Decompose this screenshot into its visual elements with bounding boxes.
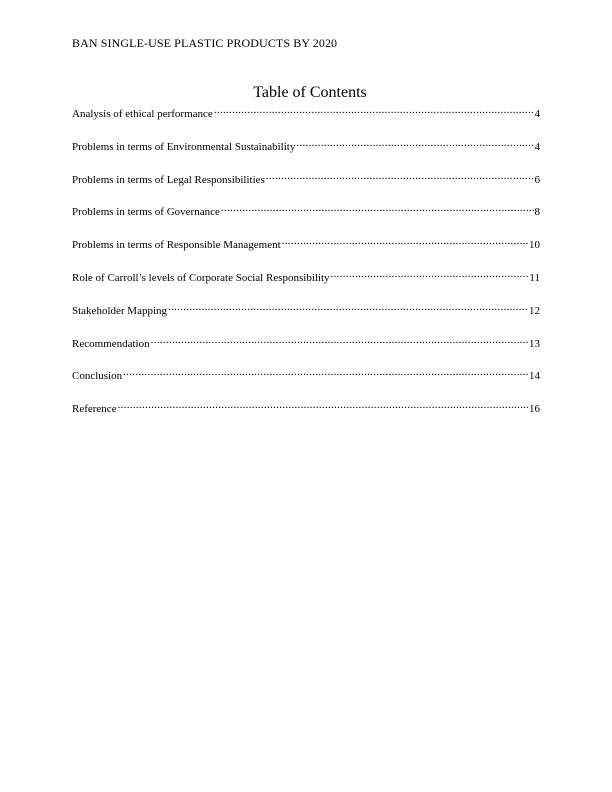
toc-entry-page: 14 bbox=[529, 370, 540, 383]
toc-entry-legal-responsibilities[interactable] bbox=[72, 170, 540, 203]
toc-entry-text: Reference bbox=[72, 403, 117, 416]
toc-entry-text: Analysis of ethical performance bbox=[72, 108, 213, 120]
toc-entry-conclusion[interactable] bbox=[72, 366, 540, 399]
toc-entry-environmental-sustainability[interactable] bbox=[72, 137, 540, 170]
toc-leader-dots bbox=[282, 235, 528, 248]
toc-list bbox=[72, 104, 540, 432]
toc-entry-text: Role of Carroll’s levels of Corporate Social Responsibility bbox=[72, 271, 330, 284]
toc-entry-text: Problems in terms of Environmental Sustainability bbox=[72, 140, 296, 153]
toc-entry-recommendation[interactable] bbox=[72, 334, 540, 367]
toc-entry-governance[interactable] bbox=[72, 202, 540, 235]
toc-entry-text: Recommendation bbox=[72, 337, 150, 350]
toc-leader-dots bbox=[151, 334, 528, 347]
toc-entry-text: Problems in terms of Responsible Management bbox=[72, 239, 281, 252]
toc-entry-carroll-csr[interactable] bbox=[72, 268, 540, 301]
toc-leader-dots bbox=[168, 301, 528, 314]
toc-leader-dots bbox=[296, 137, 533, 150]
toc-entry-page: 6 bbox=[534, 173, 540, 186]
toc-entry-text: Problems in terms of Governance bbox=[72, 206, 220, 219]
toc-entry-page: 13 bbox=[529, 337, 540, 350]
toc-entry-page: 16 bbox=[529, 403, 540, 416]
toc-entry-text: Conclusion bbox=[72, 370, 123, 383]
toc-leader-dots bbox=[221, 202, 534, 215]
toc-leader-dots bbox=[331, 268, 529, 281]
toc-leader-dots bbox=[123, 366, 528, 379]
toc-entry-page: 4 bbox=[534, 140, 540, 153]
toc-leader-dots bbox=[266, 170, 534, 183]
toc-entry-page: 12 bbox=[529, 304, 540, 317]
toc-entry-responsible-management[interactable] bbox=[72, 235, 540, 268]
toc-entry-text: Stakeholder Mapping bbox=[72, 304, 168, 317]
toc-entry-page: 10 bbox=[529, 239, 540, 252]
running-header: BAN SINGLE-USE PLASTIC PRODUCTS BY 2020 bbox=[72, 36, 338, 50]
toc-leader-dots bbox=[118, 399, 528, 412]
toc-entry-page: 8 bbox=[534, 206, 540, 219]
toc-entry-reference[interactable] bbox=[72, 399, 540, 432]
toc-entry-text: Problems in terms of Legal Responsibilities bbox=[72, 173, 265, 186]
toc-entry-page: 11 bbox=[529, 271, 540, 284]
toc-entry-stakeholder-mapping[interactable] bbox=[72, 301, 540, 334]
toc-title: Table of Contents bbox=[253, 84, 367, 101]
toc-entry-page: 4 bbox=[534, 108, 540, 120]
toc-leader-dots bbox=[214, 104, 534, 117]
toc-entry-ethical-performance[interactable] bbox=[72, 104, 540, 137]
